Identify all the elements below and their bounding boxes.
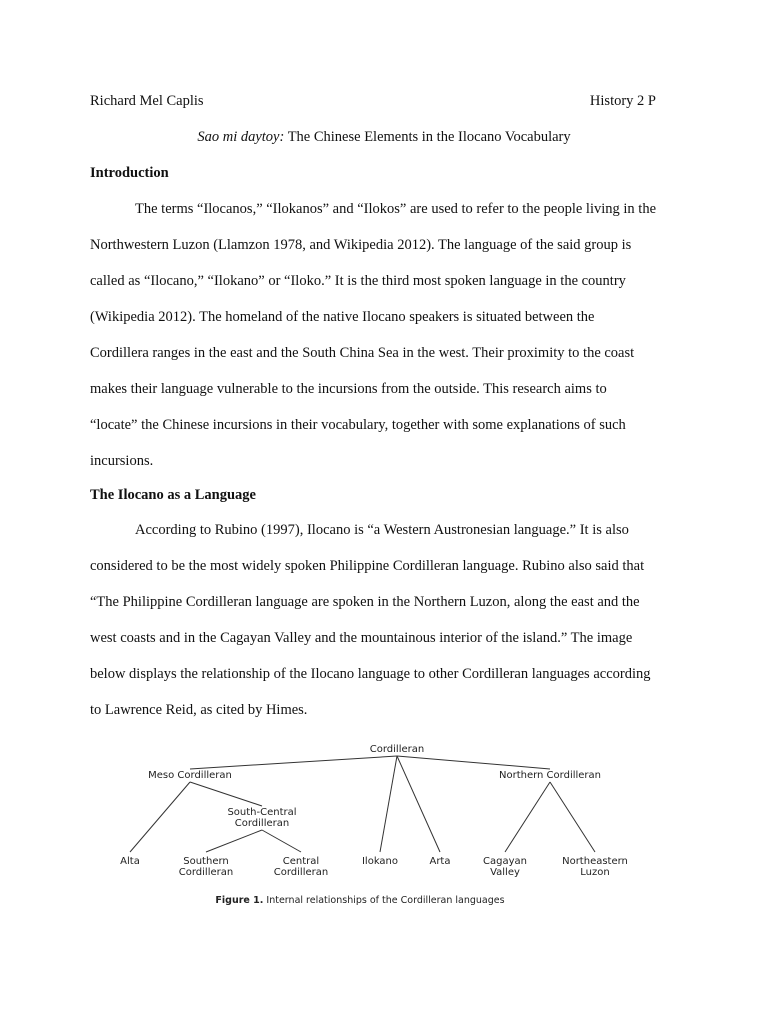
edge-root-northern bbox=[397, 756, 550, 769]
node-south-central-line1: South-Central bbox=[227, 807, 297, 818]
edge-root-meso bbox=[190, 756, 397, 769]
node-alta: Alta bbox=[120, 856, 140, 867]
paragraph-line: below displays the relationship of the Ilocano language to other Cordilleran languages according bbox=[90, 666, 651, 682]
node-central-line2: Cordilleran bbox=[273, 867, 329, 878]
paragraph-line: makes their language vulnerable to the incursions from the outside. This research aims to bbox=[90, 381, 607, 397]
node-southern-line1: Southern bbox=[183, 856, 229, 867]
figure-caption-text: Internal relationships of the Cordilleran languages bbox=[263, 895, 505, 906]
title-rest: The Chinese Elements in the Ilocano Vocabulary bbox=[284, 129, 571, 145]
edge-northern-northeastern bbox=[550, 782, 595, 852]
edge-southcentral-southern bbox=[206, 830, 262, 852]
introduction-paragraph bbox=[90, 201, 690, 489]
edge-southcentral-central bbox=[262, 830, 301, 852]
paragraph-line: According to Rubino (1997), Ilocano is “a Western Austronesian language.” It is also bbox=[135, 522, 629, 538]
edge-meso-alta bbox=[130, 782, 190, 852]
section-heading-introduction: Introduction bbox=[90, 165, 169, 181]
figure-caption bbox=[215, 895, 504, 906]
node-northeastern-line2: Luzon bbox=[580, 867, 610, 878]
node-arta: Arta bbox=[429, 856, 451, 867]
edge-northern-cagayan bbox=[505, 782, 550, 852]
node-cagayan-line2: Valley bbox=[490, 867, 520, 878]
node-south-central-line2: Cordilleran bbox=[234, 818, 290, 829]
paragraph-line: “locate” the Chinese incursions in their vocabulary, together with some explanations of such bbox=[90, 417, 626, 433]
ilocano-language-paragraph bbox=[90, 522, 690, 738]
title-italic: Sao mi daytoy: bbox=[197, 129, 285, 145]
node-northeastern-line1: Northeastern bbox=[562, 856, 628, 867]
edge-root-arta bbox=[397, 756, 440, 852]
node-meso-cordilleran: Meso Cordilleran bbox=[148, 770, 232, 781]
paragraph-line: considered to be the most widely spoken Philippine Cordilleran language. Rubino also said that bbox=[90, 558, 645, 574]
paragraph-line: west coasts and in the Cagayan Valley and the mountainous interior of the island.” The image bbox=[90, 630, 633, 646]
paragraph-line: incursions. bbox=[90, 453, 154, 469]
paragraph-line: called as “Ilocano,” “Ilokano” or “Iloko.” It is the third most spoken language in the country bbox=[90, 273, 626, 289]
node-southern-line2: Cordilleran bbox=[178, 867, 234, 878]
node-cagayan-line1: Cagayan bbox=[483, 856, 527, 867]
node-central-line1: Central bbox=[282, 856, 320, 867]
node-cordilleran: Cordilleran bbox=[369, 744, 425, 755]
course-label: History 2 P bbox=[589, 93, 656, 109]
paragraph-line: Cordillera ranges in the east and the South China Sea in the west. Their proximity to the coast bbox=[90, 345, 635, 361]
figure-caption-label: Figure 1. bbox=[215, 895, 264, 906]
node-northern-cordilleran: Northern Cordilleran bbox=[498, 770, 602, 781]
node-ilokano: Ilokano bbox=[361, 856, 399, 867]
edge-meso-southcentral bbox=[190, 782, 262, 806]
section-heading-ilocano-language: The Ilocano as a Language bbox=[90, 487, 256, 503]
paragraph-line: “The Philippine Cordilleran language are spoken in the Northern Luzon, along the east and the bbox=[90, 594, 640, 610]
edge-root-ilokano bbox=[380, 756, 397, 852]
paragraph-line: Northwestern Luzon (Llamzon 1978, and Wikipedia 2012). The language of the said group is bbox=[90, 237, 632, 253]
paragraph-line: (Wikipedia 2012). The homeland of the native Ilocano speakers is situated between the bbox=[90, 309, 595, 325]
paragraph-line: The terms “Ilocanos,” “Ilokanos” and “Ilokos” are used to refer to the people living in the bbox=[135, 201, 657, 217]
cordilleran-tree-figure bbox=[110, 734, 650, 909]
paper-title bbox=[0, 129, 768, 146]
paragraph-line: to Lawrence Reid, as cited by Himes. bbox=[90, 702, 308, 718]
author-name: Richard Mel Caplis bbox=[90, 93, 204, 109]
